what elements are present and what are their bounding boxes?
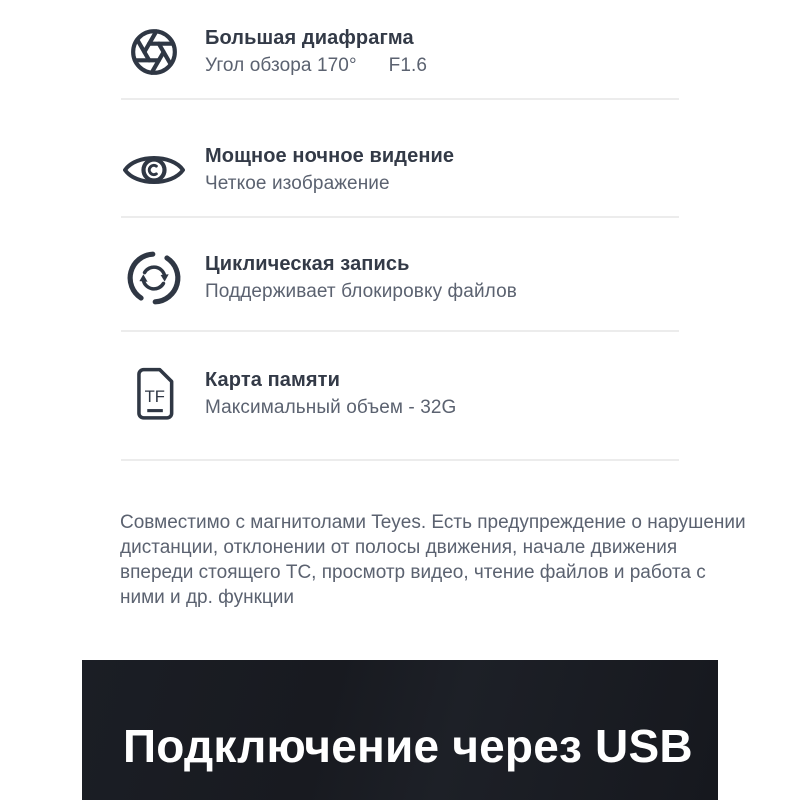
description-line: ними и др. функции: [120, 587, 294, 608]
tf-card-icon: [121, 367, 187, 421]
feature-subtitle-main: Максимальный объем - 32G: [205, 397, 457, 418]
description-paragraph: [120, 510, 746, 610]
usb-banner: [82, 660, 718, 800]
feature-texts: [205, 253, 517, 303]
aperture-icon: [121, 27, 187, 77]
description-line: Совместимо с магнитолами Teyes. Есть предупреждение о нарушении: [120, 512, 746, 533]
feature-title: Карта памяти: [205, 369, 340, 391]
divider: [121, 98, 679, 100]
feature-subtitle: [205, 397, 456, 419]
usb-banner-title: Подключение через USB: [123, 720, 693, 772]
feature-row-aperture: [121, 27, 427, 77]
feature-title: Большая диафрагма: [205, 27, 414, 49]
feature-texts: [205, 27, 427, 77]
feature-row-memory-card: [121, 367, 456, 421]
cyclic-record-icon: [121, 249, 187, 307]
feature-title: Мощное ночное видение: [205, 145, 455, 167]
feature-subtitle: [205, 55, 427, 77]
feature-row-night-vision: [121, 145, 454, 195]
tf-card-label: TF: [144, 386, 165, 406]
feature-texts: [205, 369, 456, 419]
divider: [121, 459, 679, 461]
feature-subtitle-main: Угол обзора 170°: [205, 55, 357, 76]
description-line: впереди стоящего ТС, просмотр видео, чтение файлов и работа с: [120, 562, 706, 583]
feature-row-cyclic-record: [121, 249, 517, 307]
feature-subtitle-main: Поддерживает блокировку файлов: [205, 281, 517, 302]
night-vision-eye-icon: [121, 147, 187, 193]
divider: [121, 330, 679, 332]
feature-title: Циклическая запись: [205, 253, 410, 275]
divider: [121, 216, 679, 218]
feature-subtitle-main: Четкое изображение: [205, 173, 390, 194]
feature-texts: [205, 145, 454, 195]
feature-subtitle: [205, 173, 454, 195]
feature-subtitle-extra: F1.6: [388, 55, 428, 76]
feature-subtitle: [205, 281, 517, 303]
description-line: дистанции, отклонении от полосы движения, начале движения: [120, 537, 678, 558]
